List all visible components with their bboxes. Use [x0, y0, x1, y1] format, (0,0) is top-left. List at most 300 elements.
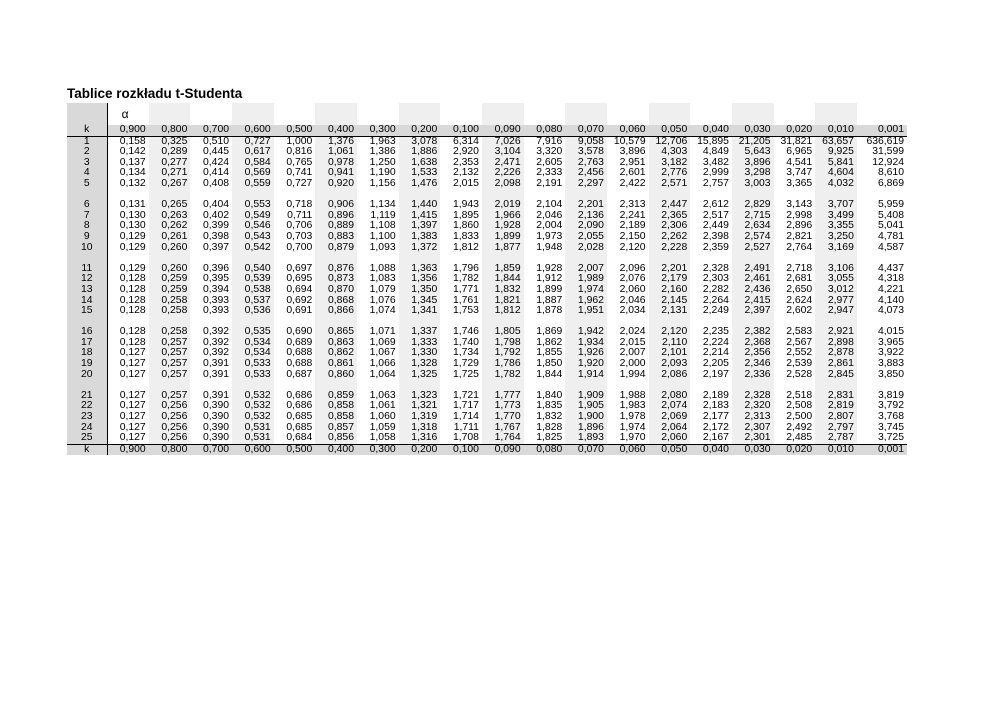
critical-value: 1,100: [369, 230, 396, 242]
critical-value: 2,999: [702, 167, 729, 179]
critical-value: 1,066: [369, 358, 396, 370]
critical-value: 2,821: [786, 230, 813, 242]
critical-value: 2,518: [786, 389, 813, 401]
critical-value: 2,197: [702, 368, 729, 380]
critical-value: 0,685: [286, 411, 313, 423]
critical-value: 1,708: [452, 432, 479, 444]
critical-value: 0,865: [315, 327, 357, 338]
critical-value: 0,261: [149, 232, 191, 243]
critical-value: 1,859: [482, 264, 524, 275]
alpha-value: 0,400: [315, 444, 357, 455]
critical-value: 1,319: [399, 412, 441, 423]
critical-value: 1,832: [482, 285, 524, 296]
critical-value: 1,812: [482, 306, 524, 317]
critical-value: 0,532: [232, 391, 274, 402]
degrees-of-freedom: 10: [67, 243, 107, 254]
critical-value: 0,260: [149, 243, 191, 254]
critical-value: 0,765: [286, 156, 313, 168]
critical-value: 1,067: [369, 347, 396, 359]
critical-value: 2,303: [702, 273, 729, 285]
critical-value: 1,878: [536, 305, 563, 317]
critical-value: 0,686: [286, 389, 313, 401]
critical-value: 2,491: [732, 264, 774, 275]
critical-value: 1,782: [452, 273, 479, 285]
group-gap: [67, 380, 907, 391]
critical-value: 1,966: [482, 211, 524, 222]
degrees-of-freedom: 11: [67, 264, 107, 275]
critical-value: 1,860: [452, 220, 479, 232]
critical-value: 1,190: [369, 167, 396, 179]
alpha-value: 0,020: [774, 125, 816, 136]
critical-value: 1,770: [482, 412, 524, 423]
critical-value: 2,064: [649, 423, 691, 434]
degrees-of-freedom: 4: [67, 168, 107, 179]
header-spacer: [274, 103, 316, 125]
critical-value: 2,235: [702, 326, 729, 338]
critical-value: 1,134: [369, 199, 396, 211]
critical-value: 3,482: [702, 156, 729, 168]
critical-value: 2,485: [786, 432, 813, 444]
degrees-of-freedom: 5: [67, 179, 107, 190]
critical-value: 2,898: [815, 338, 857, 349]
table-row: [67, 168, 907, 179]
critical-value: 1,058: [369, 432, 396, 444]
alpha-value: 0,080: [524, 444, 566, 455]
critical-value: 0,128: [107, 296, 149, 307]
critical-value: 1,156: [369, 177, 396, 189]
critical-value: 5,408: [877, 209, 904, 221]
critical-value: 2,241: [619, 209, 646, 221]
alpha-value: 0,020: [774, 444, 816, 455]
alpha-value: 0,030: [732, 444, 774, 455]
critical-value: 0,399: [203, 220, 230, 232]
table-row: [67, 306, 907, 317]
alpha-value: 0,060: [607, 125, 649, 136]
critical-value: 2,797: [815, 423, 857, 434]
critical-value: 4,073: [877, 305, 904, 317]
header-spacer: [524, 103, 566, 125]
critical-value: 2,055: [565, 232, 607, 243]
critical-value: 2,365: [649, 211, 691, 222]
critical-value: 0,876: [315, 264, 357, 275]
critical-value: 2,301: [732, 433, 774, 444]
alpha-value: 0,900: [107, 444, 149, 455]
alpha-value: 0,090: [482, 444, 524, 455]
table-row: [67, 243, 907, 254]
critical-value: 5,841: [815, 158, 857, 169]
critical-value: 0,860: [315, 370, 357, 381]
degrees-of-freedom: 6: [67, 200, 107, 211]
critical-value: 2,461: [732, 274, 774, 285]
critical-value: 1,063: [369, 389, 396, 401]
critical-value: 0,424: [203, 156, 230, 168]
critical-value: 0,866: [315, 306, 357, 317]
critical-value: 2,356: [732, 348, 774, 359]
critical-value: 2,313: [619, 199, 646, 211]
critical-value: 2,226: [482, 168, 524, 179]
critical-value: 2,382: [732, 327, 774, 338]
critical-value: 1,887: [536, 294, 563, 306]
critical-value: 1,059: [369, 421, 396, 433]
critical-value: 31,599: [872, 146, 904, 158]
critical-value: 21,205: [732, 136, 774, 147]
critical-value: 0,256: [149, 423, 191, 434]
critical-value: 2,136: [565, 211, 607, 222]
critical-value: 2,605: [536, 156, 563, 168]
critical-value: 0,542: [232, 243, 274, 254]
critical-value: 2,715: [732, 211, 774, 222]
critical-value: 0,534: [232, 348, 274, 359]
critical-value: 0,256: [149, 401, 191, 412]
alpha-value: 0,200: [399, 125, 441, 136]
alpha-value: 0,400: [315, 125, 357, 136]
critical-value: 2,080: [649, 391, 691, 402]
alpha-value: 0,100: [440, 125, 482, 136]
critical-value: 2,004: [536, 220, 563, 232]
critical-value: 1,767: [482, 423, 524, 434]
critical-value: 2,205: [702, 358, 729, 370]
critical-value: 2,069: [649, 412, 691, 423]
critical-value: 0,258: [149, 327, 191, 338]
table-row: [67, 412, 907, 423]
alpha-value: 0,040: [690, 125, 732, 136]
critical-value: 0,391: [203, 358, 230, 370]
critical-value: 2,328: [702, 262, 729, 274]
critical-value: 2,076: [619, 273, 646, 285]
critical-value: 4,015: [877, 326, 904, 338]
table-row: [67, 338, 907, 349]
critical-value: 0,127: [107, 359, 149, 370]
critical-value: 0,861: [315, 359, 357, 370]
alpha-value: 0,700: [190, 444, 232, 455]
degrees-of-freedom: 13: [67, 285, 107, 296]
header-spacer: [440, 103, 482, 125]
critical-value: 3,819: [877, 389, 904, 401]
critical-value: 1,476: [399, 179, 441, 190]
critical-value: 0,859: [315, 391, 357, 402]
alpha-value: 0,300: [357, 125, 399, 136]
degrees-of-freedom: 24: [67, 423, 107, 434]
critical-value: 2,179: [649, 274, 691, 285]
critical-value: 3,883: [877, 358, 904, 370]
critical-value: 0,692: [286, 294, 313, 306]
critical-value: 1,363: [399, 264, 441, 275]
critical-value: 1,753: [452, 305, 479, 317]
critical-value: 1,777: [482, 391, 524, 402]
alpha-value: 0,500: [274, 444, 316, 455]
critical-value: 2,000: [619, 358, 646, 370]
critical-value: 0,257: [149, 348, 191, 359]
critical-value: 0,408: [203, 177, 230, 189]
critical-value: 2,228: [649, 243, 691, 254]
critical-value: 0,158: [107, 136, 149, 147]
alpha-value: 0,070: [565, 125, 607, 136]
critical-value: 0,128: [107, 327, 149, 338]
critical-value: 2,368: [732, 338, 774, 349]
critical-value: 1,974: [565, 285, 607, 296]
critical-value: 2,101: [649, 348, 691, 359]
critical-value: 0,127: [107, 401, 149, 412]
critical-value: 2,096: [619, 262, 646, 274]
header-spacer: [232, 103, 274, 125]
critical-value: 0,539: [232, 274, 274, 285]
critical-value: 0,258: [149, 296, 191, 307]
critical-value: 2,583: [786, 326, 813, 338]
critical-value: 0,941: [315, 168, 357, 179]
critical-value: 0,532: [232, 412, 274, 423]
critical-value: 2,422: [619, 177, 646, 189]
critical-value: 0,816: [286, 146, 313, 158]
critical-value: 0,127: [107, 370, 149, 381]
critical-value: 0,727: [232, 136, 274, 147]
critical-value: 0,137: [107, 158, 149, 169]
critical-value: 0,396: [203, 262, 230, 274]
critical-value: 1,083: [369, 273, 396, 285]
critical-value: 31,821: [780, 135, 813, 147]
critical-value: 2,807: [815, 412, 857, 423]
critical-value: 3,707: [815, 200, 857, 211]
critical-value: 2,500: [786, 411, 813, 423]
critical-value: 1,771: [452, 283, 479, 295]
critical-value: 0,920: [315, 179, 357, 190]
critical-value: 1,983: [619, 400, 646, 412]
alpha-value: 0,200: [399, 444, 441, 455]
critical-value: 6,314: [452, 135, 479, 147]
critical-value: 1,333: [399, 338, 441, 349]
critical-value: 0,390: [203, 432, 230, 444]
critical-value: 2,977: [815, 296, 857, 307]
critical-value: 0,510: [203, 135, 230, 147]
critical-value: 1,869: [536, 326, 563, 338]
critical-value: 0,260: [149, 264, 191, 275]
critical-value: 0,536: [232, 306, 274, 317]
critical-value: 2,086: [649, 370, 691, 381]
critical-value: 0,703: [286, 230, 313, 242]
critical-value: 2,397: [732, 306, 774, 317]
degrees-of-freedom: 19: [67, 359, 107, 370]
critical-value: 4,140: [877, 294, 904, 306]
critical-value: 0,540: [232, 264, 274, 275]
degrees-of-freedom: 14: [67, 296, 107, 307]
critical-value: 2,624: [786, 294, 813, 306]
critical-value: 2,829: [732, 200, 774, 211]
critical-value: 0,127: [107, 423, 149, 434]
critical-value: 0,535: [232, 327, 274, 338]
degrees-of-freedom: 7: [67, 211, 107, 222]
group-gap: [67, 190, 907, 201]
critical-value: 2,567: [786, 336, 813, 348]
critical-value: 0,256: [149, 433, 191, 444]
alpha-value: 0,800: [149, 444, 191, 455]
alpha-value: 0,001: [857, 444, 907, 455]
critical-value: 0,868: [315, 296, 357, 307]
critical-value: 2,172: [702, 421, 729, 433]
alpha-value: 0,040: [690, 444, 732, 455]
critical-value: 4,303: [649, 147, 691, 158]
critical-value: 2,177: [702, 411, 729, 423]
critical-value: 2,787: [815, 433, 857, 444]
critical-value: 2,436: [732, 285, 774, 296]
critical-value: 2,878: [815, 348, 857, 359]
critical-value: 3,003: [732, 179, 774, 190]
table-row: [67, 391, 907, 402]
critical-value: 1,734: [452, 347, 479, 359]
critical-value: 1,088: [369, 262, 396, 274]
critical-value: 0,546: [232, 221, 274, 232]
critical-value: 2,508: [786, 400, 813, 412]
critical-value: 0,128: [107, 274, 149, 285]
critical-value: 2,921: [815, 327, 857, 338]
critical-value: 2,150: [619, 230, 646, 242]
critical-value: 3,850: [877, 368, 904, 380]
critical-value: 2,015: [452, 177, 479, 189]
critical-value: 0,127: [107, 412, 149, 423]
table-row: [67, 327, 907, 338]
critical-value: 0,538: [232, 285, 274, 296]
critical-value: 0,697: [286, 262, 313, 274]
critical-value: 3,745: [877, 421, 904, 433]
critical-value: 1,341: [399, 306, 441, 317]
critical-value: 2,539: [786, 358, 813, 370]
alpha-value: 0,010: [815, 125, 857, 136]
critical-value: 1,942: [565, 327, 607, 338]
degrees-of-freedom: 8: [67, 221, 107, 232]
critical-value: 63,657: [815, 136, 857, 147]
degrees-of-freedom: 15: [67, 306, 107, 317]
header-spacer: [190, 103, 232, 125]
critical-value: 2,612: [702, 199, 729, 211]
critical-value: 1,372: [399, 243, 441, 254]
critical-value: 0,543: [232, 232, 274, 243]
critical-value: 1,963: [369, 135, 396, 147]
critical-value: 2,681: [786, 273, 813, 285]
critical-value: 1,835: [536, 400, 563, 412]
critical-value: 3,792: [877, 400, 904, 412]
critical-value: 0,267: [149, 179, 191, 190]
critical-value: 0,414: [203, 167, 230, 179]
critical-value: 4,221: [877, 283, 904, 295]
critical-value: 6,869: [877, 177, 904, 189]
critical-value: 1,108: [369, 220, 396, 232]
critical-value: 9,925: [815, 147, 857, 158]
critical-value: 0,870: [315, 285, 357, 296]
critical-value: 2,574: [732, 232, 774, 243]
critical-value: 0,741: [286, 167, 313, 179]
critical-value: 2,307: [732, 423, 774, 434]
degrees-of-freedom: 2: [67, 147, 107, 158]
critical-value: 3,250: [815, 232, 857, 243]
header-spacer: [565, 103, 607, 125]
critical-value: 1,934: [565, 338, 607, 349]
critical-value: 636,619: [866, 135, 904, 147]
degrees-of-freedom: 21: [67, 391, 107, 402]
header-spacer: [399, 103, 441, 125]
header-spacer: [649, 103, 691, 125]
critical-value: 2,764: [786, 241, 813, 253]
critical-value: 1,376: [315, 136, 357, 147]
critical-value: 2,007: [565, 264, 607, 275]
critical-value: 2,060: [649, 433, 691, 444]
critical-value: 0,130: [107, 221, 149, 232]
critical-value: 1,356: [399, 274, 441, 285]
critical-value: 1,773: [482, 401, 524, 412]
critical-value: 2,776: [649, 168, 691, 179]
critical-value: 1,899: [536, 283, 563, 295]
critical-value: 1,928: [536, 262, 563, 274]
critical-value: 3,320: [536, 146, 563, 158]
critical-value: 6,965: [786, 146, 813, 158]
critical-value: 2,034: [619, 305, 646, 317]
critical-value: 2,189: [619, 220, 646, 232]
critical-value: 2,492: [786, 421, 813, 433]
critical-value: 0,858: [315, 412, 357, 423]
alpha-symbol: α: [107, 103, 149, 125]
critical-value: 0,690: [286, 326, 313, 338]
critical-value: 0,533: [232, 370, 274, 381]
critical-value: 0,862: [315, 348, 357, 359]
critical-value: 2,306: [649, 221, 691, 232]
critical-value: 0,978: [315, 158, 357, 169]
critical-value: 3,106: [815, 264, 857, 275]
header-spacer: [149, 103, 191, 125]
table-row: [67, 221, 907, 232]
critical-value: 1,064: [369, 368, 396, 380]
critical-value: 2,104: [536, 199, 563, 211]
critical-value: 12,924: [872, 156, 904, 168]
critical-value: 4,781: [877, 230, 904, 242]
header-spacer: [815, 103, 857, 125]
critical-value: 4,541: [786, 156, 813, 168]
critical-value: 1,850: [536, 358, 563, 370]
critical-value: 3,896: [619, 146, 646, 158]
critical-value: 12,706: [649, 136, 691, 147]
critical-value: 1,988: [619, 389, 646, 401]
critical-value: 2,471: [482, 158, 524, 169]
critical-value: 1,948: [536, 241, 563, 253]
critical-value: 3,499: [815, 211, 857, 222]
critical-value: 1,840: [536, 389, 563, 401]
critical-value: 2,571: [649, 179, 691, 190]
critical-value: 0,684: [286, 432, 313, 444]
critical-value: 1,746: [452, 326, 479, 338]
critical-value: 2,214: [702, 347, 729, 359]
critical-value: 3,169: [815, 243, 857, 254]
critical-value: 3,365: [786, 177, 813, 189]
critical-value: 1,928: [482, 221, 524, 232]
header-row: [67, 125, 907, 136]
critical-value: 1,951: [565, 306, 607, 317]
table-row: [67, 348, 907, 359]
critical-value: 0,559: [232, 179, 274, 190]
table-row: [67, 158, 907, 169]
critical-value: 7,916: [536, 135, 563, 147]
table-row: [67, 179, 907, 190]
k-column-spacer: [67, 103, 107, 125]
alpha-value: 0,600: [232, 125, 274, 136]
critical-value: 1,079: [369, 283, 396, 295]
critical-value: 1,962: [565, 296, 607, 307]
alpha-value: 0,001: [857, 125, 907, 136]
critical-value: 0,549: [232, 211, 274, 222]
critical-value: 2,183: [702, 400, 729, 412]
critical-value: 2,528: [786, 368, 813, 380]
critical-value: 1,900: [565, 412, 607, 423]
critical-value: 0,688: [286, 358, 313, 370]
critical-value: 1,828: [536, 421, 563, 433]
critical-value: 0,257: [149, 391, 191, 402]
critical-value: 2,046: [619, 294, 646, 306]
critical-value: 0,685: [286, 421, 313, 433]
